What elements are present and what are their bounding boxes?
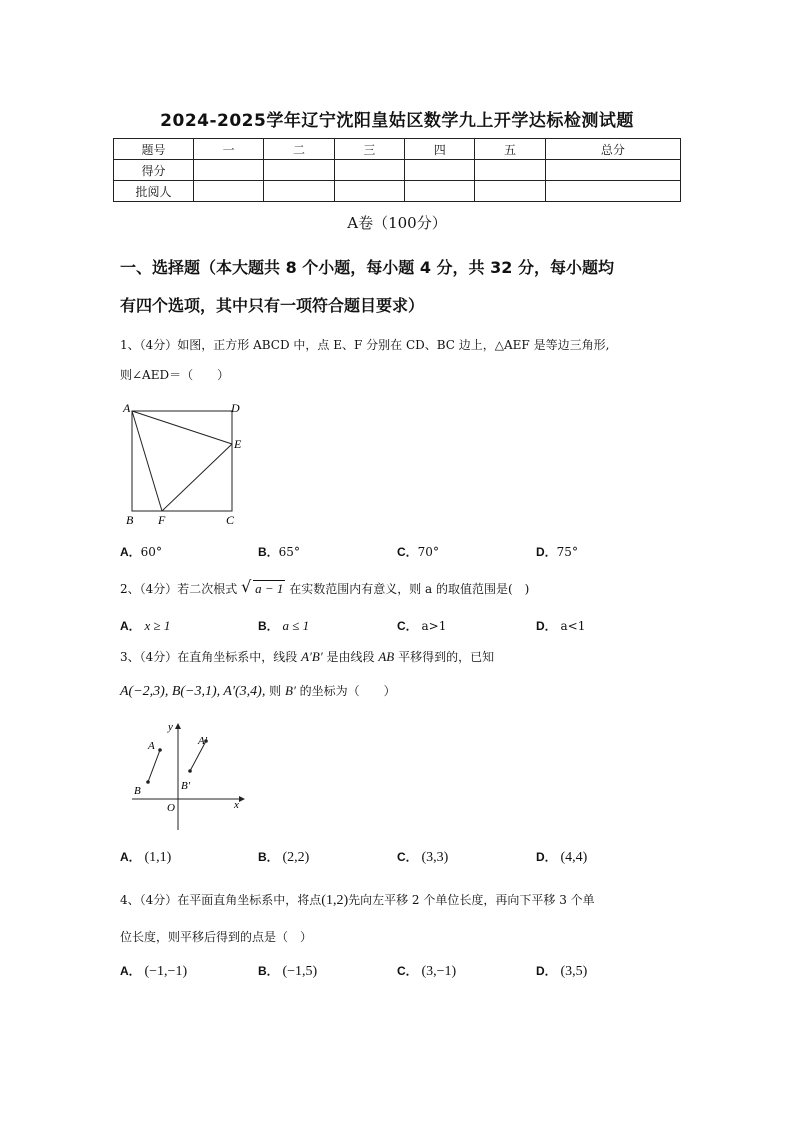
q1-option-a[interactable]: A．60° xyxy=(120,545,162,559)
label-d: D xyxy=(231,401,240,415)
q2-option-d[interactable]: D． a<1 xyxy=(536,619,586,633)
label-f: F xyxy=(158,513,166,527)
table-cell: 二 xyxy=(264,139,334,160)
table-cell: 批阅人 xyxy=(114,181,194,202)
sqrt-expression: √ a − 1 xyxy=(241,577,284,596)
table-cell xyxy=(264,160,334,181)
q1-option-c[interactable]: C．70° xyxy=(397,545,439,559)
table-cell: 得分 xyxy=(114,160,194,181)
point-a xyxy=(158,748,162,752)
q4-text-line1: 4、（4分）在平面直角坐标系中，将点(1,2)先向左平移 2 个单位长度，再向下平移 3 个单 xyxy=(120,893,595,908)
table-cell xyxy=(545,181,680,202)
table-cell: 题号 xyxy=(114,139,194,160)
table-cell xyxy=(264,181,334,202)
label-c: C xyxy=(226,513,235,527)
segment-fe xyxy=(162,444,232,511)
section-heading-line1: 一、选择题（本大题共 8 个小题，每小题 4 分，共 32 分，每小题均 xyxy=(120,258,614,277)
q1-text-line1: 1、（4分）如图，正方形 ABCD 中，点 E、F 分别在 CD、BC 边上，△AEF 是等边三角形, xyxy=(120,338,610,352)
q3-option-a[interactable]: A． (1,1) xyxy=(120,850,172,865)
q1-square-figure xyxy=(118,396,248,531)
table-cell xyxy=(475,160,545,181)
q3-option-c[interactable]: C． (3,3) xyxy=(397,850,449,865)
table-cell xyxy=(405,181,475,202)
table-cell xyxy=(475,181,545,202)
q3-option-d[interactable]: D． (4,4) xyxy=(536,850,588,865)
q3-option-b[interactable]: B． (2,2) xyxy=(258,850,310,865)
label-a: A xyxy=(123,401,131,415)
label-a-prime: A' xyxy=(198,735,208,747)
score-table-row xyxy=(114,160,681,181)
q4-text-line2: 位长度，则平移后得到的点是（ ） xyxy=(120,930,313,944)
q4-option-a[interactable]: A． (−1,−1) xyxy=(120,964,188,979)
table-cell: 一 xyxy=(194,139,264,160)
q4-option-b[interactable]: B． (−1,5) xyxy=(258,964,318,979)
label-a: A xyxy=(148,740,155,752)
point-b-prime xyxy=(188,769,192,773)
table-cell xyxy=(194,160,264,181)
table-cell: 四 xyxy=(405,139,475,160)
q2-option-c[interactable]: C． a>1 xyxy=(397,619,447,633)
label-e: E xyxy=(234,437,242,451)
q3-text-line1: 3、（4分）在直角坐标系中，线段 A′B′ 是由线段 AB 平移得到的，已知 xyxy=(120,649,495,664)
label-b: B xyxy=(126,513,134,527)
section-a-heading: A卷（100分） xyxy=(347,214,447,232)
section-heading-line2: 有四个选项，其中只有一项符合题目要求） xyxy=(120,296,425,315)
label-y: y xyxy=(168,721,173,733)
label-b: B xyxy=(134,785,141,797)
table-cell: 三 xyxy=(334,139,404,160)
table-cell xyxy=(194,181,264,202)
q2-option-b[interactable]: B． a ≤ 1 xyxy=(258,618,310,633)
segment-ae xyxy=(132,411,232,444)
q1-option-d[interactable]: D．75° xyxy=(536,545,578,559)
segment-af xyxy=(132,411,162,511)
segment-ab xyxy=(148,750,160,782)
label-x: x xyxy=(234,799,239,811)
q3-coordinate-figure xyxy=(122,718,252,833)
table-cell xyxy=(405,160,475,181)
table-cell xyxy=(334,160,404,181)
q1-option-b[interactable]: B．65° xyxy=(258,545,300,559)
q4-option-c[interactable]: C． (3,−1) xyxy=(397,964,457,979)
point-b xyxy=(146,780,150,784)
score-table-row xyxy=(114,181,681,202)
page-title: 2024-2025学年辽宁沈阳皇姑区数学九上开学达标检测试题 xyxy=(160,111,634,131)
label-b-prime: B' xyxy=(181,780,191,792)
table-cell xyxy=(545,160,680,181)
table-cell xyxy=(334,181,404,202)
q3-text-line2: A(−2,3), B(−3,1), A′(3,4), 则 B′ 的坐标为（ ） xyxy=(120,683,396,699)
score-table xyxy=(113,138,681,202)
label-origin: O xyxy=(167,802,175,814)
table-cell: 五 xyxy=(475,139,545,160)
q4-option-d[interactable]: D． (3,5) xyxy=(536,964,588,979)
score-table-header-row xyxy=(114,139,681,160)
table-cell: 总分 xyxy=(545,139,680,160)
q2-text: 2、（4分）若二次根式 √ a − 1 在实数范围内有意义，则 a 的取值范围是( ) xyxy=(120,577,530,596)
q2-option-a[interactable]: A． x ≥ 1 xyxy=(120,618,171,633)
q1-text-line2: 则∠AED＝（ ） xyxy=(120,368,230,382)
